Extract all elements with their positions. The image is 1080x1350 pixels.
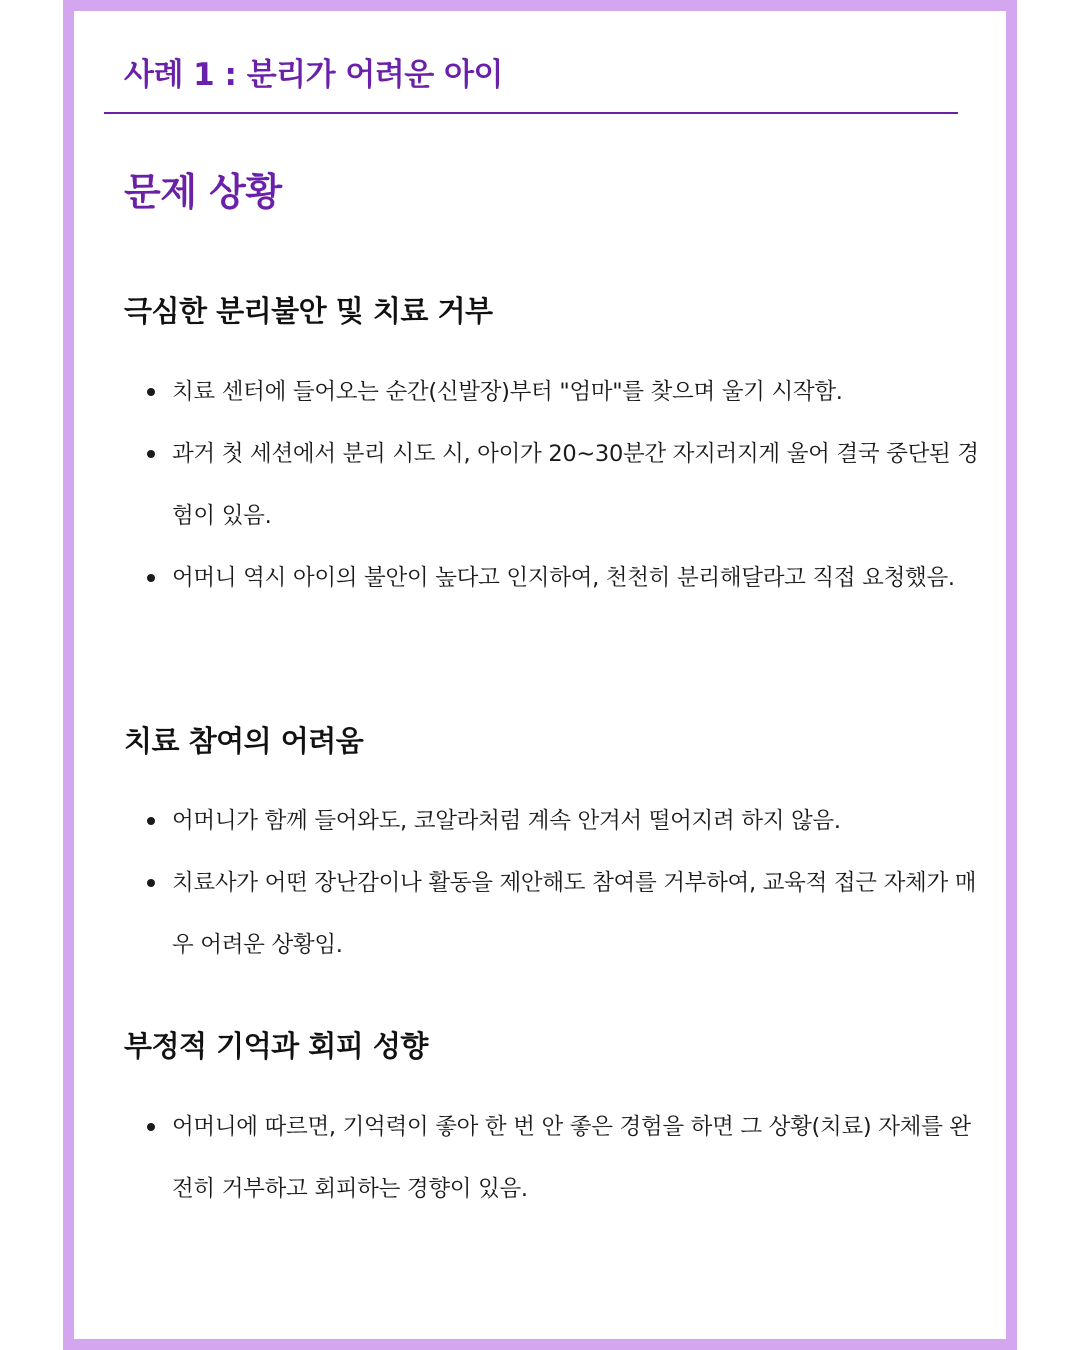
list-item <box>124 790 984 852</box>
bullet-dot <box>147 388 155 396</box>
list-item-text: 치료사가 어떤 장난감이나 활동을 제안해도 참여를 거부하여, 교육적 접근 자체가 매우 어려운 상황임. <box>172 870 977 958</box>
list-item-text: 치료 센터에 들어오는 순간(신발장)부터 "엄마"를 찾으며 울기 시작함. <box>172 379 843 405</box>
list-item <box>124 423 984 547</box>
list-item <box>124 1096 984 1220</box>
problem-heading: 문제 상황 <box>124 170 282 214</box>
list-item <box>124 547 984 609</box>
bullet-list <box>124 790 984 976</box>
list-item-text: 어머니 역시 아이의 불안이 높다고 인지하여, 천천히 분리해달라고 직접 요청했음. <box>172 565 955 591</box>
title-divider <box>104 112 958 114</box>
section-title: 부정적 기억과 회피 성향 <box>124 1029 428 1063</box>
section-avoidance-tendency <box>124 1026 984 1220</box>
case-title: 사례 1 : 분리가 어려운 아이 <box>124 57 503 93</box>
section-title: 극심한 분리불안 및 치료 거부 <box>124 294 493 328</box>
section-participation-difficulty <box>124 721 984 976</box>
section-title: 치료 참여의 어려움 <box>124 724 364 758</box>
list-item <box>124 361 984 423</box>
content-card <box>63 0 1017 1350</box>
bullet-list <box>124 361 984 609</box>
bullet-dot <box>147 574 155 582</box>
list-item <box>124 852 984 976</box>
list-item-text: 과거 첫 세션에서 분리 시도 시, 아이가 20~30분간 자지러지게 울어 결국 중단된 경험이 있음. <box>172 441 979 529</box>
bullet-dot <box>147 879 155 887</box>
bullet-dot <box>147 450 155 458</box>
bullet-dot <box>147 817 155 825</box>
bullet-dot <box>147 1123 155 1131</box>
section-separation-anxiety <box>124 291 984 609</box>
bullet-list <box>124 1096 984 1220</box>
list-item-text: 어머니에 따르면, 기억력이 좋아 한 번 안 좋은 경험을 하면 그 상황(치료) 자체를 완전히 거부하고 회피하는 경향이 있음. <box>172 1114 971 1202</box>
list-item-text: 어머니가 함께 들어와도, 코알라처럼 계속 안겨서 떨어지려 하지 않음. <box>172 808 841 834</box>
